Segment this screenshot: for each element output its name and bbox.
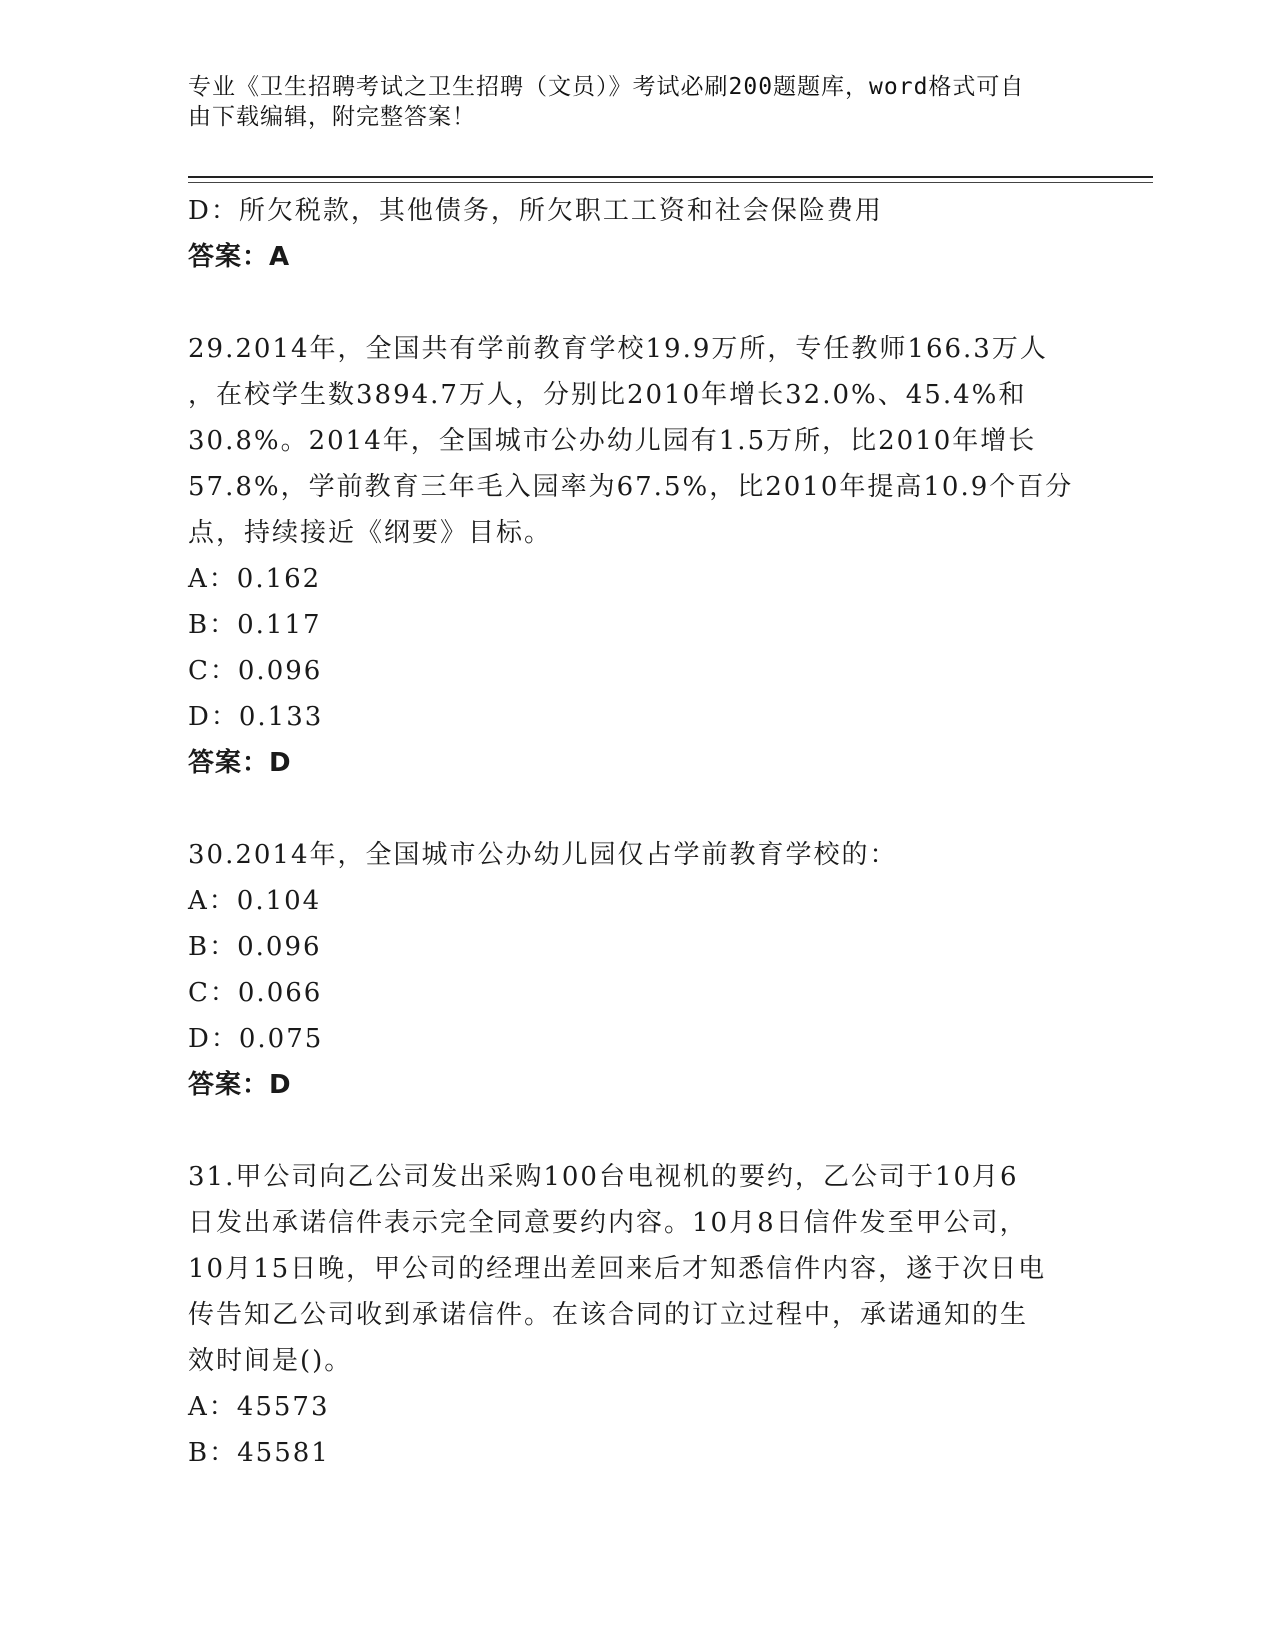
question-text-line: 点，持续接近《纲要》目标。 — [188, 518, 553, 548]
question-text-line: 效时间是()。 — [188, 1346, 353, 1376]
option-a: A：0.104 — [188, 886, 322, 916]
answer-line: 答案：D — [188, 748, 292, 778]
option-b: B：0.096 — [188, 932, 322, 962]
option-b: B：0.117 — [188, 610, 322, 640]
spacer — [188, 280, 1088, 326]
question-text-line: 10月15日晚，甲公司的经理出差回来后才知悉信件内容，遂于次日电 — [188, 1254, 1047, 1284]
header-line-1: 专业《卫生招聘考试之卫生招聘（文员）》考试必刷200题题库，word格式可自 — [188, 74, 1025, 100]
answer-line: 答案：A — [188, 242, 291, 272]
question-31 — [188, 1154, 1088, 1476]
document-header — [188, 72, 1088, 132]
question-text-line: 57.8%，学前教育三年毛入园率为67.5%，比2010年提高10.9个百分 — [188, 472, 1074, 502]
option-c: C：0.066 — [188, 978, 323, 1008]
header-divider-thin — [188, 182, 1153, 183]
option-c: C：0.096 — [188, 656, 323, 686]
option-d: D：0.133 — [188, 702, 324, 732]
question-text-line: ，在校学生数3894.7万人，分别比2010年增长32.0%、45.4%和 — [188, 380, 1027, 410]
question-30 — [188, 832, 1088, 1108]
question-28-tail — [188, 188, 1088, 280]
option-b: B：45581 — [188, 1438, 330, 1468]
question-text-line: 31.甲公司向乙公司发出采购100台电视机的要约，乙公司于10月6 — [188, 1162, 1019, 1192]
header-divider-thick — [188, 176, 1153, 178]
question-text-line: 30.2014年，全国城市公办幼儿园仅占学前教育学校的： — [188, 840, 898, 870]
question-text-line: 30.8%。2014年，全国城市公办幼儿园有1.5万所，比2010年增长 — [188, 426, 1037, 456]
spacer — [188, 1108, 1088, 1154]
question-29 — [188, 326, 1088, 786]
question-text-line: 日发出承诺信件表示完全同意要约内容。10月8日信件发至甲公司， — [188, 1208, 1028, 1238]
document-body — [188, 188, 1088, 1476]
option-d: D：所欠税款，其他债务，所欠职工工资和社会保险费用 — [188, 196, 883, 226]
question-text-line: 传告知乙公司收到承诺信件。在该合同的订立过程中，承诺通知的生 — [188, 1300, 1029, 1330]
question-text-line: 29.2014年，全国共有学前教育学校19.9万所，专任教师166.3万人 — [188, 334, 1048, 364]
answer-line: 答案：D — [188, 1070, 292, 1100]
header-line-2: 由下载编辑，附完整答案！ — [188, 104, 476, 130]
option-a: A：0.162 — [188, 564, 322, 594]
spacer — [188, 786, 1088, 832]
option-a: A：45573 — [188, 1392, 330, 1422]
option-d: D：0.075 — [188, 1024, 324, 1054]
